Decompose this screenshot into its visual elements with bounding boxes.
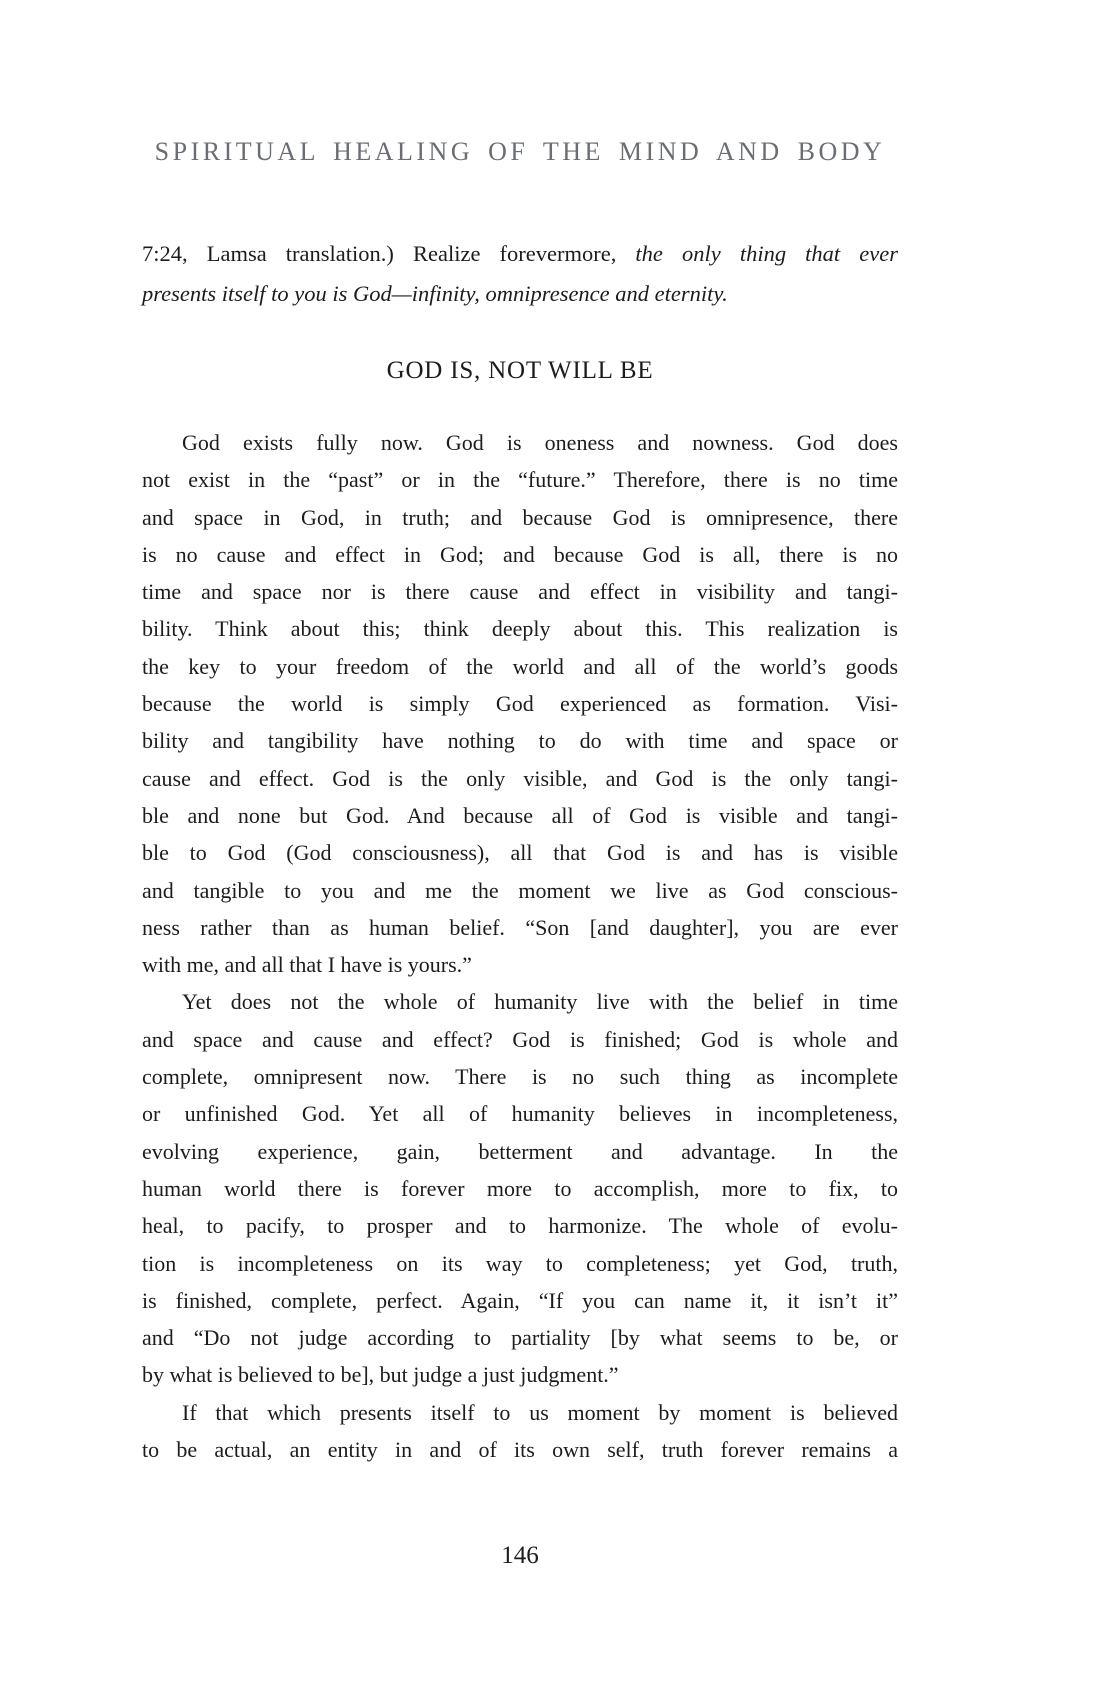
text-line	[142, 1133, 898, 1170]
text-line	[142, 499, 898, 536]
text-line	[142, 722, 898, 759]
body-text-segment: human world there is forever more to accomplish, more to fix, to	[142, 1175, 898, 1201]
text-line	[142, 234, 898, 274]
text-line	[142, 1245, 898, 1282]
body-text-segment: Yet does not the whole of humanity live with the belief in time	[182, 989, 898, 1015]
body-text-segment: bility. Think about this; think deeply about this. This realization is	[142, 616, 898, 642]
text-line	[142, 872, 898, 909]
page-number: 146	[501, 1542, 539, 1569]
italic-text: presents itself to you is God—infinity, omnipresence and eternity.	[142, 281, 728, 306]
body-text-segment: tion is incompleteness on its way to completeness; yet God, truth,	[142, 1250, 898, 1276]
text-line	[142, 909, 898, 946]
text-line	[142, 461, 898, 498]
body-text-segment: God exists fully now. God is oneness and nowness. God does	[182, 430, 898, 455]
text-line	[142, 797, 898, 834]
body-text-segment: ble and none but God. And because all of God is visible and tangi-	[142, 802, 898, 828]
body-text-segment: heal, to pacify, to prosper and to harmonize. The whole of evolu-	[142, 1213, 898, 1239]
intro-paragraph	[142, 234, 898, 314]
italic-text: the only thing that ever	[635, 241, 898, 266]
text-line	[142, 610, 898, 647]
paragraph	[142, 983, 898, 1393]
body-text-segment: bility and tangibility have nothing to do with time and space or	[142, 728, 898, 754]
body-text-segment: to be actual, an entity in and of its own self, truth forever remains a	[142, 1437, 898, 1463]
body-text-segment: time and space nor is there cause and effect in visibility and tangi-	[142, 579, 898, 605]
body-text-segment: is no cause and effect in God; and because God is all, there is no	[142, 541, 898, 567]
text-line	[142, 573, 898, 610]
text-line	[142, 1431, 898, 1468]
body-text-segment: 7:24, Lamsa translation.) Realize forevermore,	[142, 241, 636, 266]
body-text-segment: cause and effect. God is the only visible, and God is the only tangi-	[142, 765, 898, 791]
body-text-segment: and space in God, in truth; and because God is omnipresence, there	[142, 504, 898, 530]
running-head: SPIRITUAL HEALING OF THE MIND AND BODY	[154, 137, 886, 166]
text-line	[142, 760, 898, 797]
text-line	[142, 685, 898, 722]
body-text-segment: and “Do not judge according to partiality [by what seems to be, or	[142, 1325, 898, 1351]
text-line	[142, 1394, 898, 1431]
body-text-segment: by what is believed to be], but judge a just judgment.”	[142, 1362, 619, 1388]
text-line	[142, 424, 898, 461]
body-text-segment: the key to your freedom of the world and all of the world’s goods	[142, 653, 898, 679]
body-text-segment: ble to God (God consciousness), all that God is and has is visible	[142, 840, 898, 866]
body-text-segment: ness rather than as human belief. “Son [and daughter], you are ever	[142, 914, 898, 940]
body-text-segment: not exist in the “past” or in the “future.” Therefore, there is no time	[142, 467, 898, 493]
body-text-segment: complete, omnipresent now. There is no such thing as incomplete	[142, 1064, 898, 1090]
text-line	[142, 946, 898, 983]
text-line	[142, 1095, 898, 1132]
body-text-segment: because the world is simply God experienced as formation. Visi-	[142, 691, 898, 717]
text-line	[142, 1058, 898, 1095]
body-text-segment: is finished, complete, perfect. Again, “If you can name it, it isn’t it”	[142, 1287, 898, 1313]
text-line	[142, 983, 898, 1020]
text-line	[142, 1282, 898, 1319]
text-line	[142, 1207, 898, 1244]
text-line	[142, 1319, 898, 1356]
body-text-segment: evolving experience, gain, betterment and advantage. In the	[142, 1138, 898, 1164]
text-column	[142, 0, 898, 1700]
body-text-segment: and space and cause and effect? God is finished; God is whole and	[142, 1026, 898, 1052]
body-text-segment: with me, and all that I have is yours.”	[142, 952, 472, 978]
body-text-segment: and tangible to you and me the moment we live as God conscious-	[142, 877, 898, 903]
body-text	[142, 424, 898, 1468]
paragraph	[142, 1394, 898, 1469]
section-heading: GOD IS, NOT WILL BE	[386, 357, 654, 384]
text-line	[142, 536, 898, 573]
text-line	[142, 1021, 898, 1058]
body-text-segment: If that which presents itself to us moment by moment is believed	[182, 1399, 898, 1425]
text-line	[142, 648, 898, 685]
text-line	[142, 274, 898, 314]
paragraph	[142, 424, 898, 983]
text-line	[142, 1170, 898, 1207]
text-line	[142, 834, 898, 871]
body-text-segment: or unfinished God. Yet all of humanity believes in incompleteness,	[142, 1101, 898, 1127]
text-line	[142, 1356, 898, 1393]
